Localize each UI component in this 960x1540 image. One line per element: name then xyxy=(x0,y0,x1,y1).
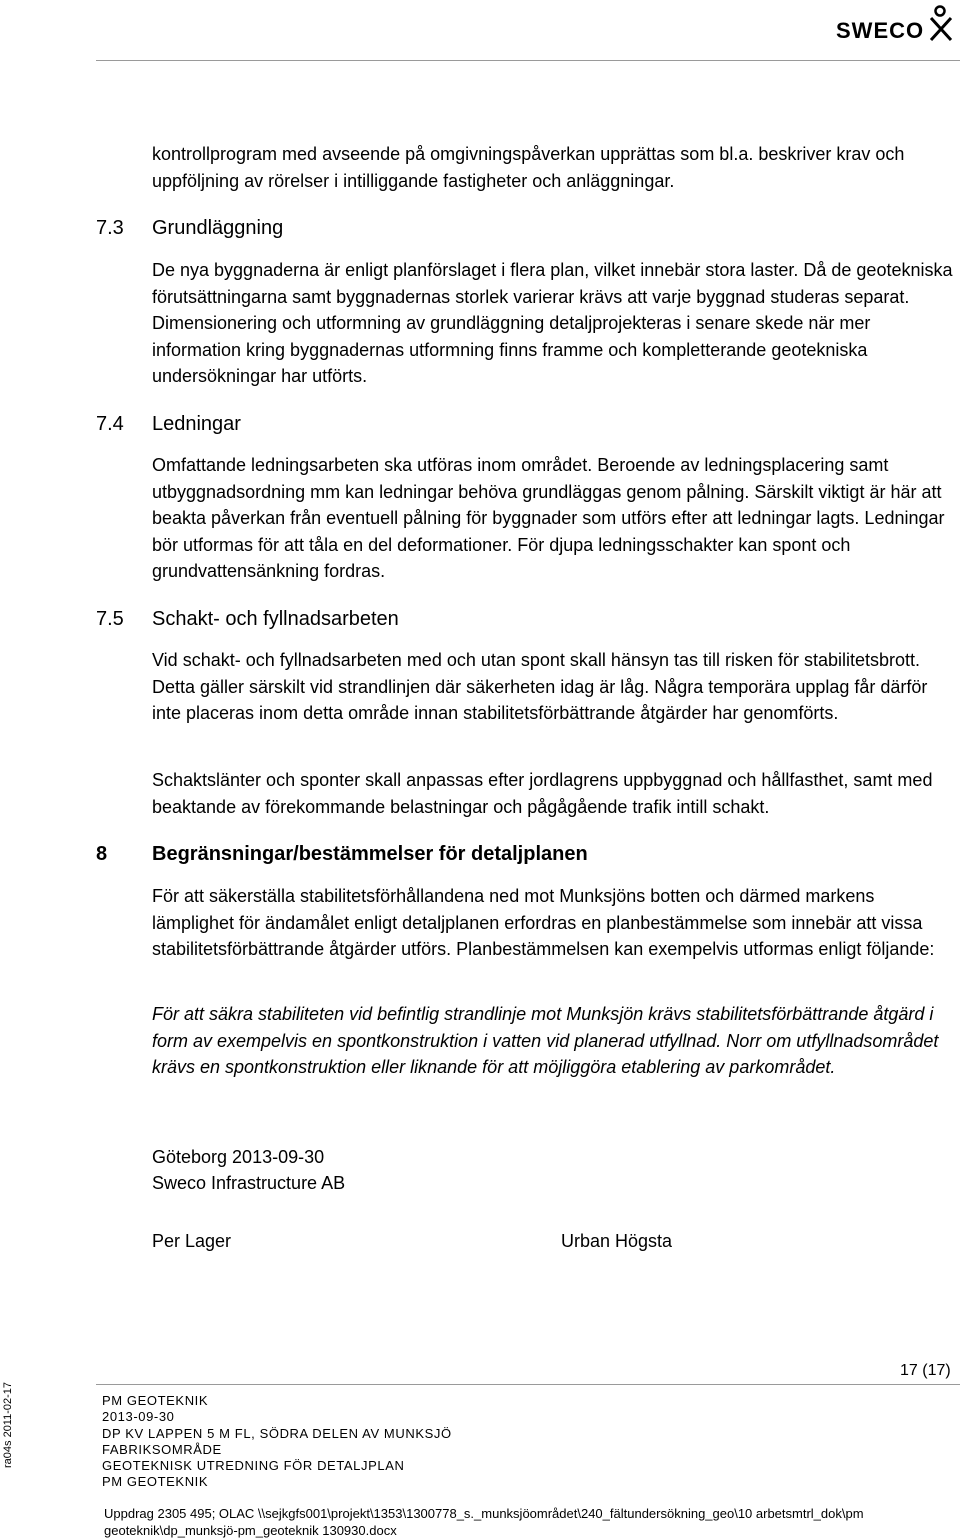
italic-regulation-text: För att säkra stabiliteten vid befintlig strandlinje mot Munksjön krävs stabilitetsförbättrande åtgärd i form av exempelvis en spontkonstruktion i vatten vid planerad utfyllnad. Norr om utfyllnadsområdet krävs en spontkonstruktion eller liknande för att möjliggöra etablering av parkområdet. xyxy=(152,1004,939,1077)
signer-name: Urban Högsta xyxy=(561,1231,673,1251)
footer-path-line: geoteknik\dp_munksjö-pm_geoteknik 130930.docx xyxy=(104,1522,397,1538)
section-number: 7.4 xyxy=(96,413,124,435)
footer-line: GEOTEKNISK UTREDNING FÖR DETALJPLAN xyxy=(102,1458,405,1474)
footer-line: PM GEOTEKNIK xyxy=(102,1393,209,1408)
footer-document-info xyxy=(102,1393,452,1491)
footer-line: FABRIKSOMRÅDE xyxy=(102,1441,222,1457)
chapter-number: 8 xyxy=(96,843,108,865)
page-number: 17 (17) xyxy=(900,1362,951,1379)
section-paragraph: Schaktslänter och sponter skall anpassas efter jordlagrens uppbyggnad och hållfasthet, samt med beaktande av förekommande belastningar och pågågående trafik intill schakt. xyxy=(152,770,933,817)
section-title: Ledningar xyxy=(152,413,241,435)
template-reference: ra04s 2011-02-17 xyxy=(2,1381,14,1468)
section-number: 7.3 xyxy=(96,217,124,239)
footer-path-line: Uppdrag 2305 495; OLAC \\sejkgfs001\projekt\1353\1300778_s._munksjöområdet\240_fältundersökning_geo\10 arbetsmtrl_dok\pm xyxy=(104,1506,864,1521)
footer-divider xyxy=(96,1384,960,1385)
header-divider xyxy=(96,60,960,61)
section-paragraph: Vid schakt- och fyllnadsarbeten med och utan spont skall hänsyn tas till risken för stabilitetsbrott. Detta gäller särskilt vid strandlinjen där säkerheten idag är låg. Några temporära upplag får därför inte placeras inom detta område innan stabilitetsförbättrande åtgärder har genomförts. xyxy=(152,650,928,723)
place-date: Göteborg 2013-09-30 xyxy=(152,1147,325,1167)
section-title: Grundläggning xyxy=(152,217,284,239)
section-paragraph: För att säkerställa stabilitetsförhållandena ned mot Munksjöns botten och därmed markens lämplighet för ändamålet enligt detaljplanen erfordras en planbestämmelse som innebär att vissa stabilitetsförbättrande åtgärder utförs. Planbestämmelsen kan exempelvis utformas enligt följande: xyxy=(152,886,935,959)
sweco-logo xyxy=(836,4,960,46)
signer-name: Per Lager xyxy=(152,1231,232,1251)
footer-line: 2013-09-30 xyxy=(102,1409,175,1425)
company-name: Sweco Infrastructure AB xyxy=(152,1173,346,1193)
intro-paragraph: kontrollprogram med avseende på omgivningspåverkan upprättas som bl.a. beskriver krav och uppföljning av rörelser i intilliggande fastigheter och anläggningar. xyxy=(152,144,905,191)
footer-line: DP KV LAPPEN 5 M FL, SÖDRA DELEN AV MUNKSJÖ xyxy=(102,1425,452,1441)
footer-line: PM GEOTEKNIK xyxy=(102,1474,209,1490)
footer-file-path xyxy=(104,1506,954,1539)
logo-text: SWECO xyxy=(836,18,925,43)
section-paragraph: De nya byggnaderna är enligt planförslaget i flera plan, vilket innebär stora laster. Då de geotekniska förutsättningarna samt byggnadernas storlek varierar krävs att varje byggnad studeras separat. Dimensionering och utformning av grundläggning detaljprojekteras i senare skede när mer information kring byggnadernas utformning finns framme och kompletterande geotekniska undersökningar har utförts. xyxy=(152,260,953,386)
section-title: Schakt- och fyllnadsarbeten xyxy=(152,608,399,630)
chapter-title: Begränsningar/bestämmelser för detaljplanen xyxy=(152,843,588,865)
sweco-mark-icon xyxy=(928,4,960,46)
section-number: 7.5 xyxy=(96,608,124,630)
section-paragraph: Omfattande ledningsarbeten ska utföras inom området. Beroende av ledningsplacering samt utbyggnadsordning mm kan ledningar behöva grundläggas genom pålning. Särskilt viktigt är här att beakta påverkan från eventuell pålning för byggnader som utförs efter att ledningar lagts. Ledningar bör utformas för att tåla en del deformationer. För djupa ledningsschakter kan spont och grundvattensänkning fordras. xyxy=(152,455,945,581)
